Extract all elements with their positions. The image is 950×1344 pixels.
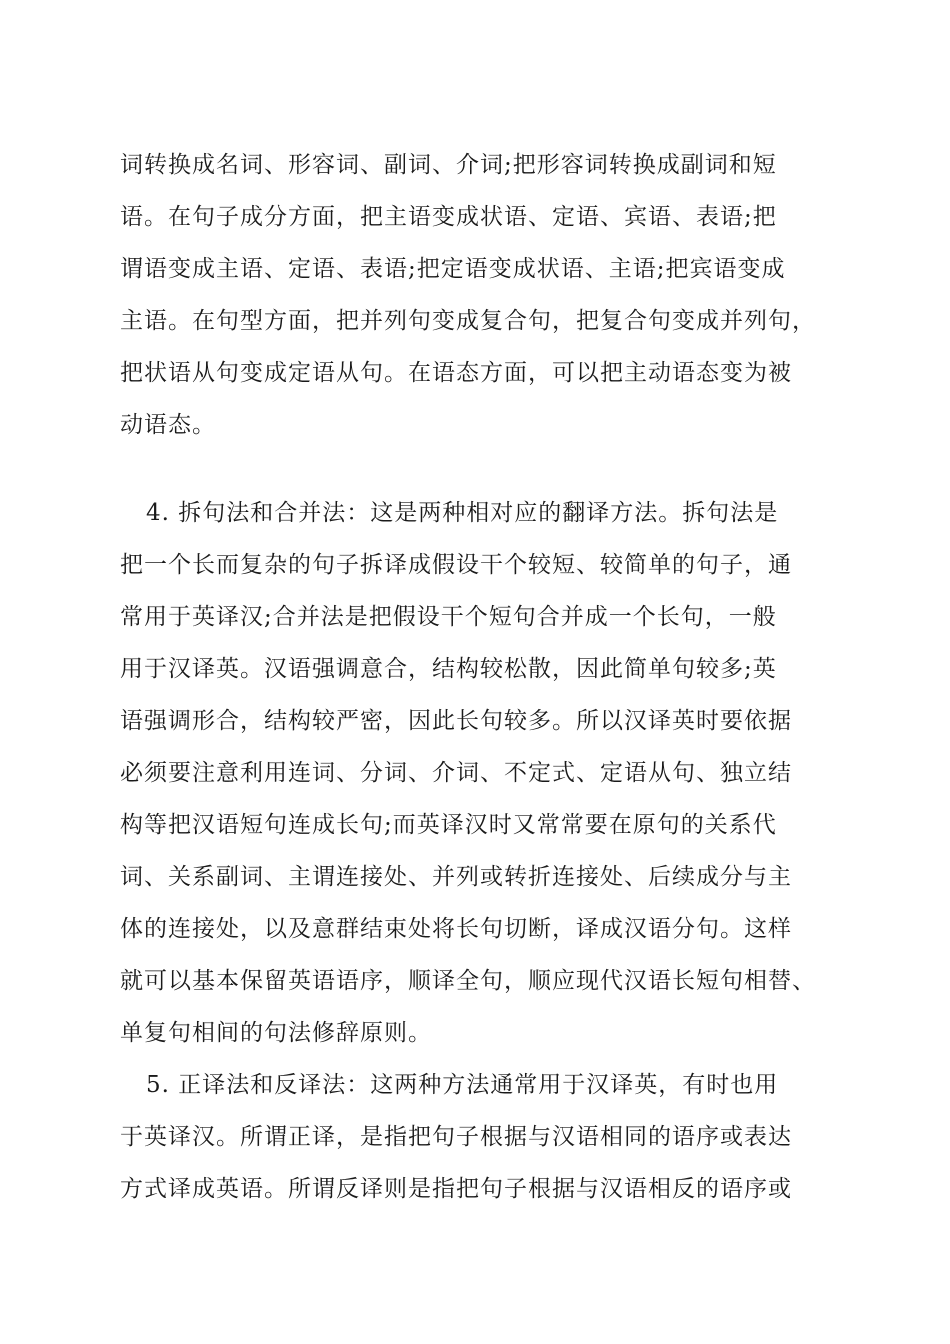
text-line: 单复句相间的句法修辞原则。 [120, 1020, 432, 1046]
text-line: 常用于英译汉;合并法是把假设干个短句合并成一个长句，一般 [120, 604, 777, 630]
text-line: 把状语从句变成定语从句。在语态方面，可以把主动语态变为被 [120, 360, 792, 386]
text-line: 词、关系副词、主谓连接处、并列或转折连接处、后续成分与主 [120, 864, 792, 890]
text-line: 语。在句子成分方面，把主语变成状语、定语、宾语、表语;把 [120, 204, 777, 230]
text-line: 用于汉译英。汉语强调意合，结构较松散，因此简单句较多;英 [120, 656, 777, 682]
text-line: 4. 拆句法和合并法：这是两种相对应的翻译方法。拆句法是 [146, 500, 779, 526]
text-line: 构等把汉语短句连成长句;而英译汉时又常常要在原句的关系代 [120, 812, 777, 838]
text-line: 于英译汉。所谓正译，是指把句子根据与汉语相同的语序或表达 [120, 1124, 792, 1150]
text-line: 谓语变成主语、定语、表语;把定语变成状语、主语;把宾语变成 [120, 256, 786, 282]
text-line: 词转换成名词、形容词、副词、介词;把形容词转换成副词和短 [120, 152, 777, 178]
text-line: 必须要注意利用连词、分词、介词、不定式、定语从句、独立结 [120, 760, 792, 786]
text-line: 体的连接处，以及意群结束处将长句切断，译成汉语分句。这样 [120, 916, 792, 942]
text-line: 把一个长而复杂的句子拆译成假设干个较短、较简单的句子，通 [120, 552, 792, 578]
text-line: 就可以基本保留英语语序，顺译全句，顺应现代汉语长短句相替、 [120, 968, 816, 994]
text-line: 动语态。 [120, 412, 216, 438]
text-line: 主语。在句型方面，把并列句变成复合句，把复合句变成并列句， [120, 308, 816, 334]
text-line: 5. 正译法和反译法：这两种方法通常用于汉译英，有时也用 [146, 1072, 779, 1098]
text-line: 语强调形合，结构较严密，因此长句较多。所以汉译英时要依据 [120, 708, 792, 734]
text-line: 方式译成英语。所谓反译则是指把句子根据与汉语相反的语序或 [120, 1176, 792, 1202]
